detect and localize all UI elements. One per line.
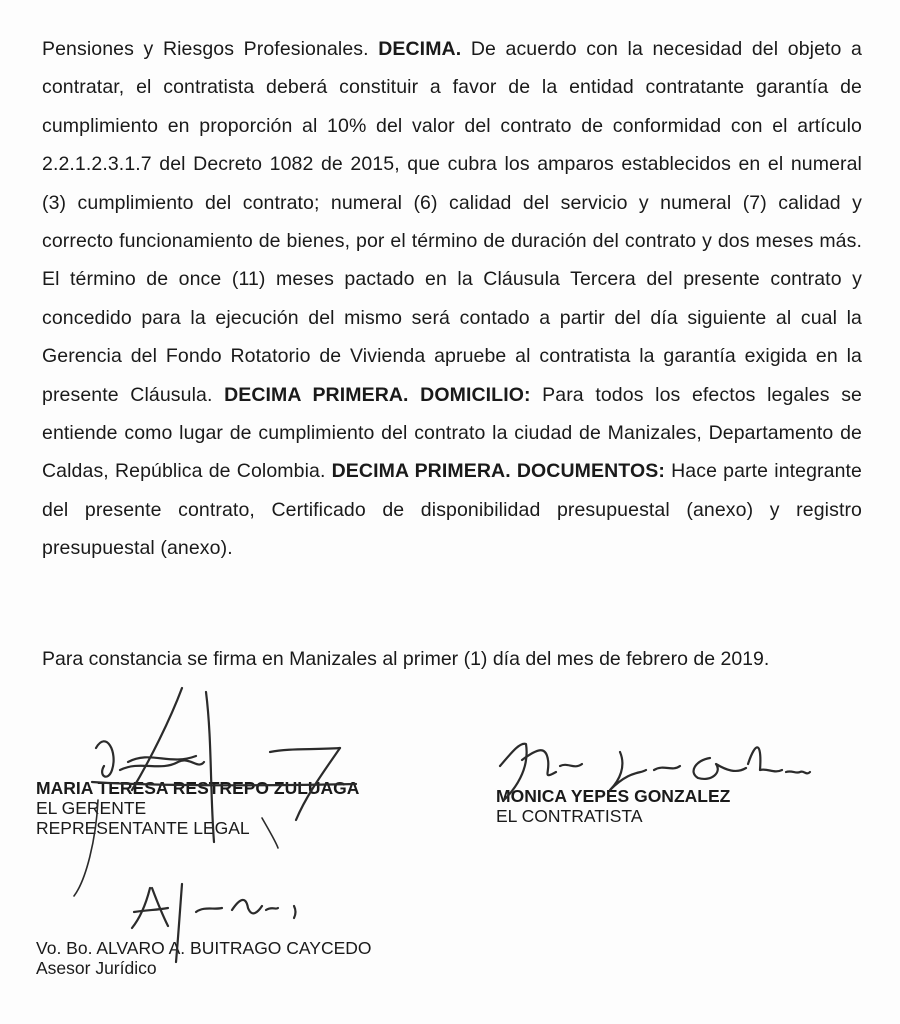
clause-heading-documentos: DECIMA PRIMERA. DOCUMENTOS: <box>331 460 665 483</box>
signature-block-vobo <box>36 938 372 978</box>
closing-statement: Para constancia se firma en Manizales al primer (1) día del mes de febrero de 2019. <box>42 648 770 670</box>
clause-intro-text: Pensiones y Riesgos Profesionales. <box>42 38 379 60</box>
signatory-role-vobo: Asesor Jurídico <box>36 958 157 978</box>
contract-clauses-paragraph <box>42 30 862 568</box>
clause-heading-decima: DECIMA. <box>378 38 462 60</box>
clause-heading-domicilio: DECIMA PRIMERA. DOMICILIO: <box>224 383 531 406</box>
signature-block-gerente <box>36 778 359 838</box>
signatory-role-contratista: EL CONTRATISTA <box>496 806 643 826</box>
clause-documentos-text: Hace parte integrante del presente contrato, Certificado de disponibilidad presupuestal (anexo) y registro presupuestal (anexo). <box>42 460 862 560</box>
signatory-role-representante: REPRESENTANTE LEGAL <box>36 818 250 838</box>
signatory-role-gerente: EL GERENTE <box>36 798 147 818</box>
clause-decima-text: De acuerdo con la necesidad del objeto a contratar, el contratista deberá constituir a favor de la entidad contratante garantía de cumplimiento en proporción al 10% del valor del contrato de conformidad con el artículo 2.2.1.2.3.1.7 del Decreto 1082 de 2015, que cubra los amparos establecidos en el numeral (3) cumplimiento del contrato; numeral (6) calidad del servicio y numeral (7) calidad y correcto funcionamiento de bienes, por el término de duración del contrato y dos meses más. El término de once (11) meses pactado en la Cláusula Tercera del presente contrato y concedido para la ejecución del mismo será contado a partir del día siguiente al cual la Gerencia del Fondo Rotatorio de Vivienda apruebe al contratista la garantía exigida en la presente Cláusula. <box>42 38 862 406</box>
signature-block-contratista <box>496 786 730 826</box>
clause-domicilio-text: Para todos los efectos legales se entiende como lugar de cumplimiento del contrato la ciudad de Manizales, Departamento de Caldas, República de Colombia. <box>42 383 862 483</box>
signatory-name-vobo: Vo. Bo. ALVARO A. BUITRAGO CAYCEDO <box>36 938 372 958</box>
signatory-name-gerente: MARIA TERESA RESTREPO ZULUAGA <box>36 778 360 798</box>
signatory-name-contratista: MONICA YEPES GONZALEZ <box>496 786 731 806</box>
